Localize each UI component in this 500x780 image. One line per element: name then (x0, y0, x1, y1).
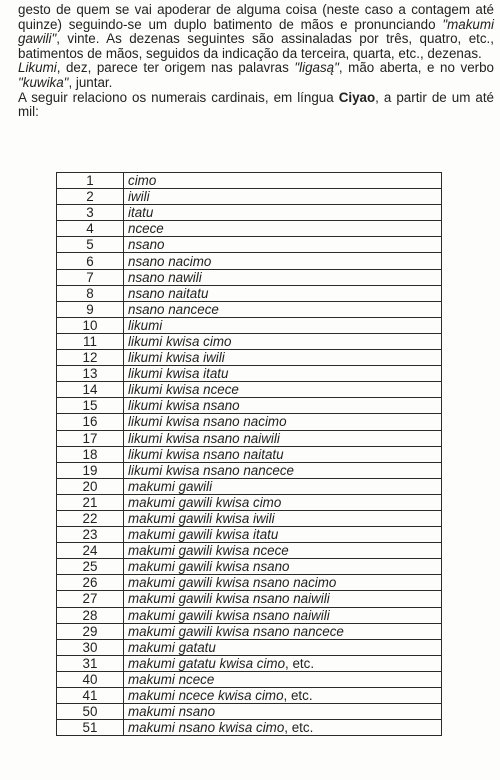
numeral-value: 18 (57, 446, 124, 462)
numeral-word (124, 543, 442, 559)
ciyao-word: itatu (128, 205, 154, 221)
numeral-value: 4 (57, 221, 124, 237)
numeral-word (124, 478, 442, 494)
numeral-word (124, 575, 442, 591)
table-row (57, 559, 442, 575)
table-row (57, 333, 442, 349)
numeral-value: 21 (57, 494, 124, 510)
ciyao-word: makumi gawili kwisa ncece (128, 543, 289, 559)
paragraph-text: , a partir de um até mil: (18, 89, 494, 120)
numeral-word (124, 414, 442, 430)
table-row (57, 543, 442, 559)
numeral-value: 3 (57, 205, 124, 221)
numeral-word (124, 462, 442, 478)
ciyao-word: makumi gawili kwisa itatu (128, 527, 279, 543)
table-row (57, 446, 442, 462)
ciyao-word: nsano nancece (128, 301, 219, 317)
table-row (57, 398, 442, 414)
ciyao-word: makumi gawili (128, 478, 213, 494)
numeral-word (124, 510, 442, 526)
table-row (57, 704, 442, 720)
numeral-value: 30 (57, 639, 124, 655)
ciyao-word: likumi kwisa nsano nancece (128, 462, 294, 478)
table-row (57, 366, 442, 382)
ciyao-word: likumi (128, 317, 163, 333)
numeral-value: 20 (57, 478, 124, 494)
table-row (57, 607, 442, 623)
table-row (57, 720, 442, 736)
numeral-value: 29 (57, 623, 124, 639)
numerals-table-body (57, 173, 442, 736)
numeral-value: 50 (57, 704, 124, 720)
paragraph-text: , mão aberta, e no verbo (338, 60, 495, 76)
numeral-word (124, 350, 442, 366)
numeral-word (124, 655, 442, 671)
table-row (57, 688, 442, 704)
ciyao-word: makumi nsano (128, 704, 216, 720)
numeral-word (124, 591, 442, 607)
ciyao-word: makumi gawili kwisa nsano naiwili (128, 607, 330, 623)
table-row (57, 623, 442, 639)
numeral-value: 11 (57, 333, 124, 349)
paragraph-text: , vinte. As dezenas seguintes são assinaladas por três, quatro, etc., batimentos de mãos, seguidos da indicação da terceira, quarta, etc., dezenas. (18, 31, 494, 61)
numeral-word (124, 430, 442, 446)
table-row (57, 527, 442, 543)
numeral-word (124, 333, 442, 349)
paragraph-text: A seguir relaciono os numerais cardinais, em língua (18, 89, 339, 105)
numeral-value: 26 (57, 575, 124, 591)
etc-suffix: , etc. (285, 655, 315, 671)
table-row (57, 655, 442, 671)
table-row (57, 350, 442, 366)
numeral-value: 17 (57, 430, 124, 446)
table-row (57, 575, 442, 591)
numeral-word (124, 623, 442, 639)
numeral-word (124, 607, 442, 623)
numeral-value: 25 (57, 559, 124, 575)
table-row (57, 237, 442, 253)
term-ligasa: "ligasą" (294, 60, 339, 76)
table-row (57, 189, 442, 205)
numeral-value: 51 (57, 720, 124, 736)
table-row (57, 221, 442, 237)
ciyao-word: makumi ncece (128, 671, 215, 687)
table-row (57, 301, 442, 317)
ciyao-word: likumi kwisa nsano naiwili (128, 430, 280, 446)
numeral-word (124, 382, 442, 398)
ciyao-word: iwili (128, 189, 150, 205)
ciyao-word: makumi ncece kwisa cimo (128, 688, 284, 704)
numeral-value: 8 (57, 285, 124, 301)
ciyao-word: nsano nawili (128, 269, 202, 285)
table-row (57, 317, 442, 333)
table-row (57, 205, 442, 221)
numeral-word (124, 221, 442, 237)
table-row (57, 510, 442, 526)
ciyao-word: makumi gawili kwisa nsano nacimo (128, 575, 337, 591)
language-name: Ciyao (338, 89, 376, 105)
numeral-value: 27 (57, 591, 124, 607)
numeral-word (124, 366, 442, 382)
table-row (57, 462, 442, 478)
numeral-value: 10 (57, 317, 124, 333)
etc-suffix: , etc. (283, 688, 313, 704)
numeral-word (124, 237, 442, 253)
numeral-word (124, 446, 442, 462)
numeral-word (124, 205, 442, 221)
ciyao-word: likumi kwisa cimo (128, 333, 232, 349)
numeral-value: 5 (57, 237, 124, 253)
numeral-word (124, 688, 442, 704)
numeral-value: 40 (57, 671, 124, 687)
numeral-value: 9 (57, 301, 124, 317)
table-row (57, 285, 442, 301)
ciyao-word: nsano (128, 237, 165, 253)
ciyao-word: makumi gawili kwisa nsano naiwili (128, 591, 330, 607)
numeral-value: 1 (57, 173, 124, 189)
numeral-word (124, 189, 442, 205)
table-row (57, 639, 442, 655)
numeral-word (124, 494, 442, 510)
numeral-word (124, 720, 442, 736)
ciyao-word: likumi kwisa nsano (128, 398, 240, 414)
numeral-word (124, 398, 442, 414)
numeral-value: 15 (57, 398, 124, 414)
ciyao-word: likumi kwisa nsano nacimo (128, 414, 287, 430)
ciyao-word: makumi gatatu kwisa cimo (128, 655, 286, 671)
numeral-value: 28 (57, 607, 124, 623)
numeral-value: 24 (57, 543, 124, 559)
table-row (57, 671, 442, 687)
ciyao-word: ncece (128, 221, 164, 237)
numeral-value: 31 (57, 655, 124, 671)
ciyao-word: makumi gawili kwisa iwili (128, 511, 275, 527)
numeral-word (124, 253, 442, 269)
numeral-value: 19 (57, 462, 124, 478)
table-row (57, 591, 442, 607)
numeral-value: 6 (57, 253, 124, 269)
paragraph-counting-gesture (18, 3, 494, 61)
numeral-value: 41 (57, 688, 124, 704)
paragraph-table-intro (18, 91, 494, 120)
term-kuwika: "kuwika" (18, 74, 69, 90)
numeral-value: 14 (57, 382, 124, 398)
numeral-word (124, 269, 442, 285)
numeral-word (124, 671, 442, 687)
numerals-table (56, 172, 442, 736)
table-row (57, 430, 442, 446)
ciyao-word: makumi gawili kwisa nsano nancece (128, 623, 344, 639)
table-row (57, 414, 442, 430)
etc-suffix: , etc. (284, 720, 314, 736)
numeral-word (124, 639, 442, 655)
term-makumi-gawili: "makumi gawili" (18, 16, 494, 47)
table-row (57, 382, 442, 398)
paragraph-text: , dez, parece ter origem nas palavras (56, 60, 295, 76)
ciyao-word: cimo (128, 173, 157, 189)
numeral-value: 13 (57, 366, 124, 382)
numeral-word (124, 704, 442, 720)
numeral-value: 16 (57, 414, 124, 430)
numeral-value: 7 (57, 269, 124, 285)
table-row (57, 173, 442, 189)
paragraph-text: , juntar. (68, 74, 113, 90)
numeral-value: 12 (57, 350, 124, 366)
ciyao-word: makumi gatatu (128, 639, 216, 655)
numeral-word (124, 317, 442, 333)
ciyao-word: makumi nsano kwisa cimo (128, 720, 285, 736)
table-row (57, 253, 442, 269)
numeral-word (124, 285, 442, 301)
ciyao-word: nsano naitatu (128, 285, 209, 301)
numeral-value: 22 (57, 510, 124, 526)
numeral-value: 2 (57, 189, 124, 205)
paragraph-text: gesto de quem se vai apoderar de alguma coisa (neste caso a contagem até quinze) seguindo-se um duplo batimento de mãos e pronunciando (18, 2, 494, 32)
ciyao-word: makumi gawili kwisa cimo (128, 494, 282, 510)
ciyao-word: likumi kwisa iwili (128, 350, 225, 366)
ciyao-word: likumi kwisa nsano naitatu (128, 446, 284, 462)
numeral-word (124, 173, 442, 189)
numeral-word (124, 527, 442, 543)
numeral-word (124, 559, 442, 575)
ciyao-word: likumi kwisa itatu (128, 366, 229, 382)
table-row (57, 478, 442, 494)
numeral-value: 23 (57, 527, 124, 543)
table-row (57, 494, 442, 510)
numeral-word (124, 301, 442, 317)
ciyao-word: likumi kwisa ncece (128, 382, 239, 398)
ciyao-word: nsano nacimo (128, 253, 212, 269)
table-row (57, 269, 442, 285)
term-likumi: Likumi (18, 60, 57, 76)
ciyao-word: makumi gawili kwisa nsano (128, 559, 290, 575)
paragraph-likumi-origin (18, 61, 494, 90)
intro-text (18, 3, 494, 120)
